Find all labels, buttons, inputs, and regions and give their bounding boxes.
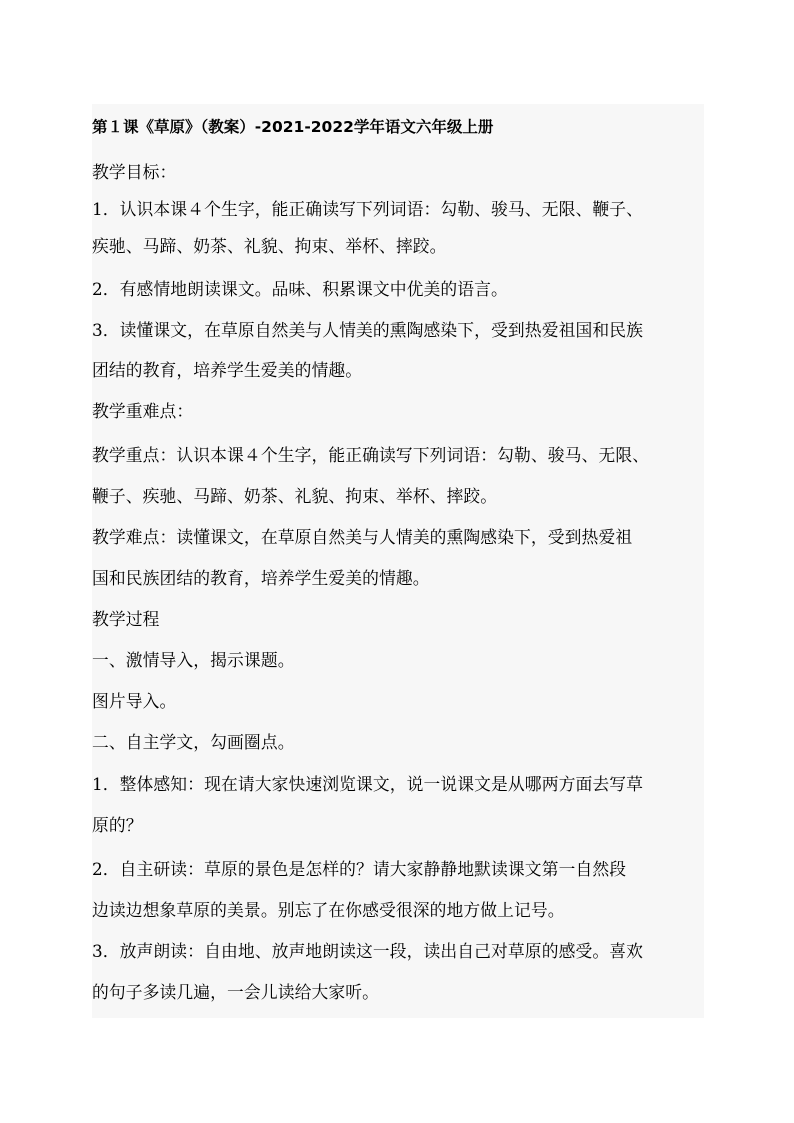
document-page [92,104,704,1018]
text-line: 一、激情导入，揭示课题。 [92,650,295,670]
text-line: 教学重难点： [92,401,194,421]
text-line: 的句子多读几遍，一会儿读给大家听。 [92,982,379,1002]
text-line: 国和民族团结的教育，培养学生爱美的情趣。 [92,568,430,588]
text-line: 疾驰、马蹄、奶茶、礼貌、拘束、举杯、摔跤。 [92,236,447,256]
text-line: 二、自主学文，勾画圈点。 [92,732,295,752]
text-line: 1．整体感知：现在请大家快速浏览课文，说一说课文是从哪两方面去写草 [92,774,643,794]
text-line: 教学难点：读懂课文，在草原自然美与人情美的熏陶感染下，受到热爱祖 [92,527,633,547]
text-line: 原的？ [92,815,143,835]
text-line: 3．放声朗读：自由地、放声地朗读这一段，读出自己对草原的感受。喜欢 [92,941,643,961]
text-line: 教学重点：认识本课４个生字，能正确读写下列词语：勾勒、骏马、无限、 [92,445,650,465]
text-line: 边读边想象草原的美景。别忘了在你感受很深的地方做上记号。 [92,900,565,920]
text-line: 图片导入。 [92,691,177,711]
text-line: 团结的教育，培养学生爱美的情趣。 [92,360,363,380]
text-line: 2．有感情地朗读课文。品味、积累课文中优美的语言。 [92,279,508,299]
text-line: 教学目标： [92,162,177,182]
text-line: 鞭子、疾驰、马蹄、奶茶、礼貌、拘束、举杯、摔跤。 [92,486,498,506]
text-line: 3．读懂课文，在草原自然美与人情美的熏陶感染下，受到热爱祖国和民族 [92,320,643,340]
text-line: 教学过程 [92,609,160,629]
document-title: 第１课《草原》（教案）-2021-2022学年语文六年级上册 [92,118,494,136]
text-line: 2．自主研读：草原的景色是怎样的？请大家静静地默读课文第一自然段 [92,859,627,879]
text-line: 1．认识本课４个生字，能正确读写下列词语：勾勒、骏马、无限、鞭子、 [92,199,643,219]
